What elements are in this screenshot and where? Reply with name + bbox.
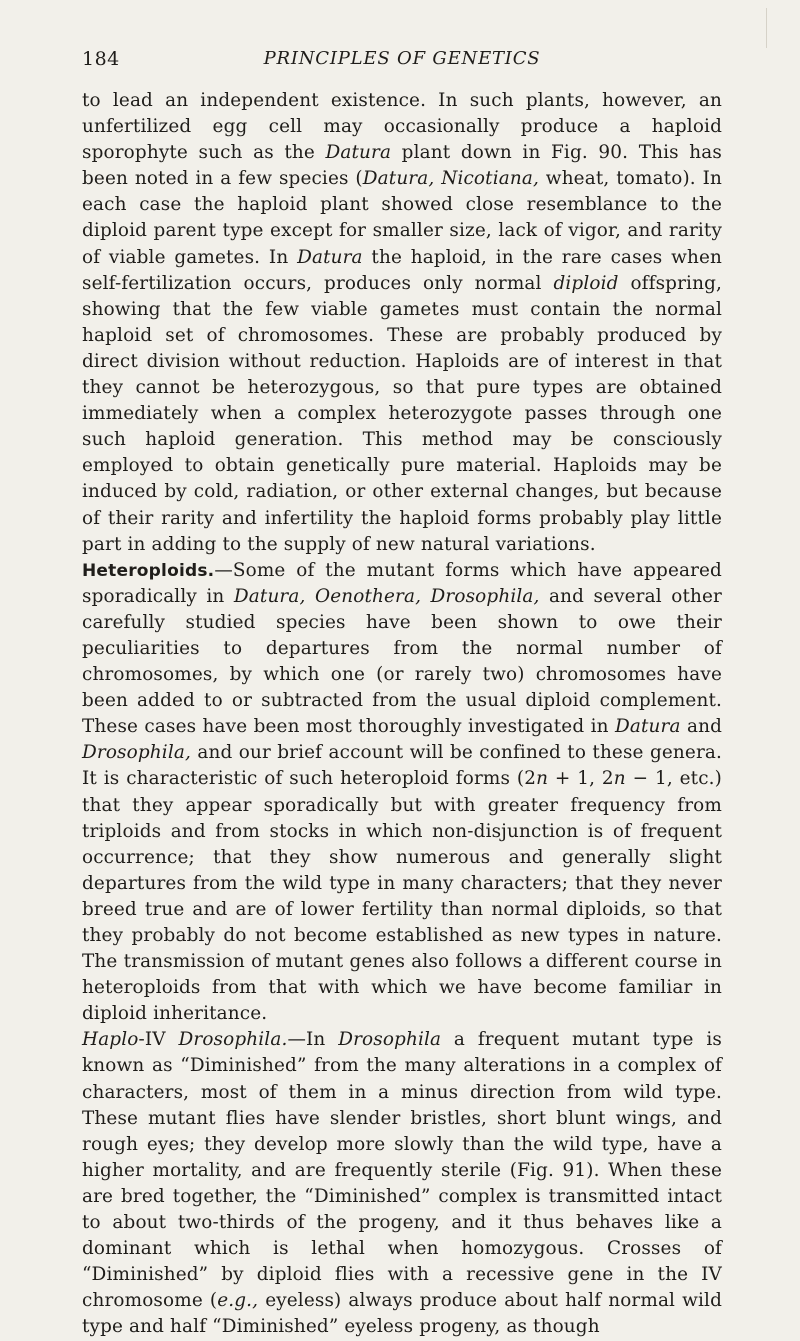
text-run: + 1, 2 <box>548 768 614 790</box>
page-number: 184 <box>82 48 120 70</box>
italic-term: Datura <box>325 142 392 164</box>
text-run: the haploid, in the rare cases when self-fertilization occurs, produces only normal <box>82 246 722 294</box>
running-title: PRINCIPLES OF GENETICS <box>263 48 541 69</box>
italic-term: Datura <box>615 716 681 738</box>
italic-term: e.g., <box>217 1290 259 1312</box>
section-heading: Heteroploids. <box>82 560 215 581</box>
text-run: offspring, showing that the few viable gametes must contain the normal haploid set of chromosomes. These are probably produced by direct division without reduction. Haploids are of interest in that they cannot be heterozygous, so that pure types are obtained immediately when a complex heterozygote passes through one such haploid generation. This method may be consciously employed to obtain genetically pure material. Haploids may be induced by cold, radiation, or other external changes, but because of their rarity and infertility the haploid forms probably play little part in adding to the supply of new natural variations. <box>82 272 722 555</box>
italic-term: Datura <box>297 246 363 268</box>
page-header <box>82 48 722 76</box>
italic-term: Datura, Nicotiana, <box>362 168 539 190</box>
italic-term: Drosophila, <box>82 742 191 764</box>
math-variable: n <box>536 768 549 790</box>
subsection-heading: Drosophila. <box>178 1029 288 1051</box>
text-run: and several other carefully studied species have been shown to owe their peculiarities to departures from the normal number of chromosomes, by which one (or rarely two) chromosomes have been added to or subtracted from the usual diploid complement. These cases have been most thoroughly investigated in <box>82 585 722 738</box>
page-edge-mark <box>766 8 767 48</box>
paragraph-haplo-iv <box>82 1027 722 1340</box>
italic-term: Drosophila <box>338 1029 442 1051</box>
subsection-heading: -IV <box>138 1029 179 1051</box>
text-run: to lead an independent existence. In such plants, however, an unfertilized egg cell may occasionally produce a haploid sporophyte such as the <box>82 90 722 164</box>
text-run: eyeless) always produce about half normal wild type and half “Diminished” eyeless progeny, as though <box>82 1290 723 1338</box>
paragraph-haploids <box>82 88 722 558</box>
text-run: − 1, etc.) that they appear sporadically but with greater frequency from triploids and from stocks in which non-disjunction is of frequent occurrence; that they show numerous and generally slight departures from the wild type in many characters; that they never breed true and are of lower fertility than normal diploids, so that they probably do not become established as new types in nature. The transmission of mutant genes also follows a different course in heteroploids from that with which we have become familiar in diploid inheritance. <box>82 768 722 1025</box>
text-run: —Some of the mutant forms which have appeared sporadically in <box>82 559 722 607</box>
subsection-heading: Haplo <box>82 1029 139 1051</box>
text-run: —In <box>287 1029 339 1051</box>
italic-term: diploid <box>553 272 619 294</box>
text-run: plant down in Fig. 90. This has been noted in a few species ( <box>82 142 722 190</box>
paragraph-heteroploids <box>82 558 722 1028</box>
math-variable: n <box>613 768 626 790</box>
body-text <box>82 88 722 1341</box>
text-run: wheat, tomato). In each case the haploid plant showed close resemblance to the diploid parent type except for smaller size, lack of vigor, and rarity of viable gametes. In <box>82 168 723 268</box>
italic-term: Datura, Oenothera, Drosophila, <box>233 585 540 607</box>
text-run: and our brief account will be confined to these genera. It is characteristic of such heteroploid forms (2 <box>82 742 722 790</box>
text-run: and <box>680 716 722 738</box>
text-run: a frequent mutant type is known as “Diminished” from the many alterations in a complex of characters, most of them in a minus direction from wild type. These mutant flies have slender bristles, short blunt wings, and rough eyes; they develop more slowly than the wild type, have a higher mortality, and are frequently sterile (Fig. 91). When these are bred together, the “Diminished” complex is transmitted intact to about two-thirds of the progeny, and it thus behaves like a dominant which is lethal when homozygous. Crosses of “Diminished” by diploid flies with a recessive gene in the IV chromosome ( <box>82 1029 722 1312</box>
